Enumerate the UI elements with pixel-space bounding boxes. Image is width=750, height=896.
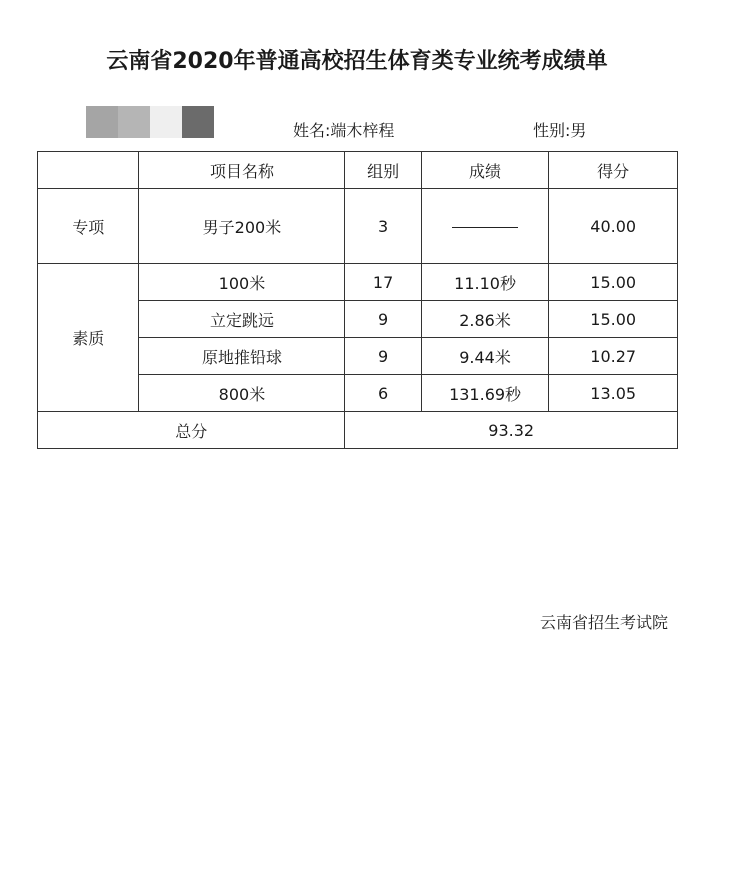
- item-cell: 原地推铅球: [139, 338, 345, 375]
- redaction-tile: [182, 106, 214, 138]
- header-cell-item: 项目名称: [139, 152, 345, 189]
- item-cell: 立定跳远: [139, 301, 345, 338]
- group-cell: 9: [345, 338, 421, 375]
- category-special: 专项: [38, 189, 139, 264]
- redaction-tile: [150, 106, 182, 138]
- group-cell: 17: [345, 264, 421, 301]
- table-row-special: [38, 189, 678, 264]
- score-cell: 15.00: [549, 264, 678, 301]
- redacted-id-block: [86, 106, 214, 138]
- item-cell: 男子200米: [139, 189, 345, 264]
- student-gender: 性别:男: [533, 121, 587, 140]
- item-cell: 100米: [139, 264, 345, 301]
- table-header-row: [38, 152, 678, 189]
- score-cell: 10.27: [549, 338, 678, 375]
- redaction-tile: [86, 106, 118, 138]
- header-cell-result: 成绩: [421, 152, 549, 189]
- score-cell: 40.00: [549, 189, 678, 264]
- dash-placeholder: [452, 227, 518, 228]
- document-title: 云南省2020年普通高校招生体育类专业统考成绩单: [106, 49, 608, 74]
- category-quality: 素质: [38, 264, 139, 412]
- group-cell: 6: [345, 375, 421, 412]
- result-cell: 9.44米: [421, 338, 549, 375]
- result-cell-empty: [421, 189, 549, 264]
- student-name: 姓名:端木梓程: [293, 121, 395, 140]
- group-cell: 3: [345, 189, 421, 264]
- item-cell: 800米: [139, 375, 345, 412]
- group-cell: 9: [345, 301, 421, 338]
- score-cell: 13.05: [549, 375, 678, 412]
- table-row: [38, 264, 678, 301]
- result-cell: 131.69秒: [421, 375, 549, 412]
- header-cell-group: 组别: [345, 152, 421, 189]
- redaction-tile: [118, 106, 150, 138]
- total-value: 93.32: [345, 412, 678, 449]
- score-cell: 15.00: [549, 301, 678, 338]
- result-cell: 2.86米: [421, 301, 549, 338]
- table-row-total: [38, 412, 678, 449]
- score-table: [37, 151, 678, 449]
- issuer-name: 云南省招生考试院: [540, 613, 669, 632]
- header-cell-blank: [38, 152, 139, 189]
- total-label: 总分: [38, 412, 345, 449]
- result-cell: 11.10秒: [421, 264, 549, 301]
- header-cell-score: 得分: [549, 152, 678, 189]
